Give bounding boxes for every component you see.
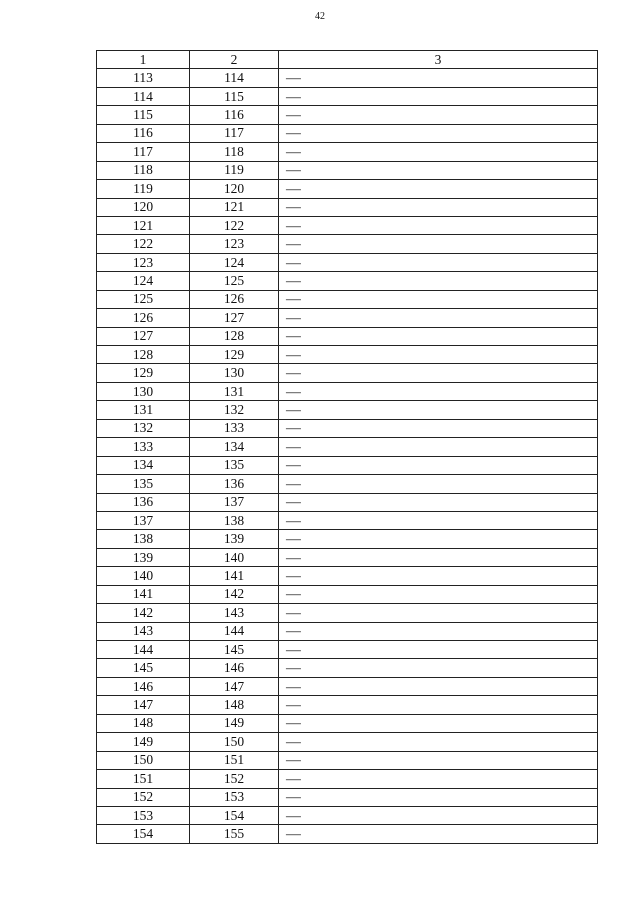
dash-mark: — bbox=[286, 826, 301, 842]
table-row bbox=[97, 69, 598, 87]
cell-col-2: 145 bbox=[190, 641, 279, 659]
cell-col-3 bbox=[279, 143, 598, 161]
cell-col-3 bbox=[279, 825, 598, 843]
cell-col-1: 135 bbox=[97, 475, 190, 493]
cell-col-2: 118 bbox=[190, 143, 279, 161]
cell-col-2: 144 bbox=[190, 622, 279, 640]
cell-col-2: 155 bbox=[190, 825, 279, 843]
cell-col-1: 129 bbox=[97, 364, 190, 382]
data-table bbox=[96, 50, 598, 844]
table-row bbox=[97, 696, 598, 714]
column-header-3: 3 bbox=[279, 51, 598, 69]
table-row bbox=[97, 327, 598, 345]
cell-col-1: 136 bbox=[97, 493, 190, 511]
cell-col-3 bbox=[279, 677, 598, 695]
table-row bbox=[97, 419, 598, 437]
cell-col-1: 113 bbox=[97, 69, 190, 87]
cell-col-1: 138 bbox=[97, 530, 190, 548]
cell-col-3 bbox=[279, 124, 598, 142]
cell-col-3 bbox=[279, 659, 598, 677]
table-row bbox=[97, 198, 598, 216]
cell-col-3 bbox=[279, 456, 598, 474]
cell-col-1: 130 bbox=[97, 382, 190, 400]
cell-col-2: 127 bbox=[190, 309, 279, 327]
dash-mark: — bbox=[286, 236, 301, 252]
cell-col-2: 124 bbox=[190, 253, 279, 271]
cell-col-1: 147 bbox=[97, 696, 190, 714]
cell-col-1: 139 bbox=[97, 548, 190, 566]
cell-col-3 bbox=[279, 530, 598, 548]
cell-col-2: 125 bbox=[190, 272, 279, 290]
table-row bbox=[97, 216, 598, 234]
table-row bbox=[97, 253, 598, 271]
cell-col-1: 143 bbox=[97, 622, 190, 640]
cell-col-1: 152 bbox=[97, 788, 190, 806]
cell-col-3 bbox=[279, 327, 598, 345]
table-row bbox=[97, 641, 598, 659]
cell-col-2: 151 bbox=[190, 751, 279, 769]
dash-mark: — bbox=[286, 807, 301, 823]
cell-col-3 bbox=[279, 364, 598, 382]
cell-col-2: 121 bbox=[190, 198, 279, 216]
table-row bbox=[97, 290, 598, 308]
cell-col-1: 127 bbox=[97, 327, 190, 345]
table-row bbox=[97, 309, 598, 327]
page-number: 42 bbox=[315, 11, 325, 22]
cell-col-1: 148 bbox=[97, 714, 190, 732]
cell-col-2: 131 bbox=[190, 382, 279, 400]
cell-col-3 bbox=[279, 69, 598, 87]
dash-mark: — bbox=[286, 567, 301, 583]
cell-col-3 bbox=[279, 733, 598, 751]
table-row bbox=[97, 364, 598, 382]
cell-col-2: 141 bbox=[190, 567, 279, 585]
dash-mark: — bbox=[286, 604, 301, 620]
cell-col-2: 123 bbox=[190, 235, 279, 253]
cell-col-1: 131 bbox=[97, 401, 190, 419]
table-row bbox=[97, 567, 598, 585]
cell-col-1: 142 bbox=[97, 604, 190, 622]
cell-col-2: 126 bbox=[190, 290, 279, 308]
dash-mark: — bbox=[286, 623, 301, 639]
table-header bbox=[97, 51, 598, 69]
dash-mark: — bbox=[286, 660, 301, 676]
table-row bbox=[97, 604, 598, 622]
table-row bbox=[97, 143, 598, 161]
cell-col-2: 152 bbox=[190, 770, 279, 788]
cell-col-1: 117 bbox=[97, 143, 190, 161]
dash-mark: — bbox=[286, 180, 301, 196]
table-body bbox=[97, 69, 598, 843]
cell-col-3 bbox=[279, 419, 598, 437]
table-row bbox=[97, 456, 598, 474]
dash-mark: — bbox=[286, 641, 301, 657]
cell-col-3 bbox=[279, 180, 598, 198]
cell-col-3 bbox=[279, 604, 598, 622]
cell-col-1: 144 bbox=[97, 641, 190, 659]
dash-mark: — bbox=[286, 512, 301, 528]
table-row bbox=[97, 548, 598, 566]
cell-col-2: 153 bbox=[190, 788, 279, 806]
cell-col-1: 146 bbox=[97, 677, 190, 695]
cell-col-2: 114 bbox=[190, 69, 279, 87]
cell-col-3 bbox=[279, 696, 598, 714]
table-row bbox=[97, 475, 598, 493]
cell-col-2: 139 bbox=[190, 530, 279, 548]
cell-col-2: 137 bbox=[190, 493, 279, 511]
dash-mark: — bbox=[286, 438, 301, 454]
cell-col-2: 116 bbox=[190, 106, 279, 124]
cell-col-1: 123 bbox=[97, 253, 190, 271]
table-row bbox=[97, 585, 598, 603]
cell-col-3 bbox=[279, 714, 598, 732]
table-row bbox=[97, 124, 598, 142]
table-row bbox=[97, 87, 598, 105]
dash-mark: — bbox=[286, 586, 301, 602]
cell-col-2: 150 bbox=[190, 733, 279, 751]
cell-col-1: 126 bbox=[97, 309, 190, 327]
cell-col-3 bbox=[279, 253, 598, 271]
table-row bbox=[97, 806, 598, 824]
dash-mark: — bbox=[286, 457, 301, 473]
cell-col-1: 115 bbox=[97, 106, 190, 124]
dash-mark: — bbox=[286, 217, 301, 233]
cell-col-3 bbox=[279, 548, 598, 566]
dash-mark: — bbox=[286, 678, 301, 694]
cell-col-1: 116 bbox=[97, 124, 190, 142]
dash-mark: — bbox=[286, 365, 301, 381]
cell-col-3 bbox=[279, 641, 598, 659]
cell-col-1: 122 bbox=[97, 235, 190, 253]
dash-mark: — bbox=[286, 715, 301, 731]
cell-col-2: 122 bbox=[190, 216, 279, 234]
table-row bbox=[97, 382, 598, 400]
table-row bbox=[97, 677, 598, 695]
table-row bbox=[97, 493, 598, 511]
cell-col-2: 117 bbox=[190, 124, 279, 142]
cell-col-1: 134 bbox=[97, 456, 190, 474]
cell-col-3 bbox=[279, 216, 598, 234]
cell-col-2: 134 bbox=[190, 438, 279, 456]
table-row bbox=[97, 106, 598, 124]
cell-col-1: 145 bbox=[97, 659, 190, 677]
table-row bbox=[97, 272, 598, 290]
cell-col-3 bbox=[279, 806, 598, 824]
cell-col-1: 119 bbox=[97, 180, 190, 198]
dash-mark: — bbox=[286, 752, 301, 768]
cell-col-3 bbox=[279, 438, 598, 456]
table-row bbox=[97, 161, 598, 179]
cell-col-3 bbox=[279, 290, 598, 308]
cell-col-1: 149 bbox=[97, 733, 190, 751]
dash-mark: — bbox=[286, 770, 301, 786]
cell-col-1: 140 bbox=[97, 567, 190, 585]
table-row bbox=[97, 622, 598, 640]
dash-mark: — bbox=[286, 402, 301, 418]
cell-col-1: 121 bbox=[97, 216, 190, 234]
dash-mark: — bbox=[286, 733, 301, 749]
cell-col-1: 124 bbox=[97, 272, 190, 290]
cell-col-3 bbox=[279, 401, 598, 419]
table-row bbox=[97, 530, 598, 548]
dash-mark: — bbox=[286, 494, 301, 510]
cell-col-3 bbox=[279, 382, 598, 400]
dash-mark: — bbox=[286, 309, 301, 325]
dash-mark: — bbox=[286, 125, 301, 141]
cell-col-3 bbox=[279, 770, 598, 788]
dash-mark: — bbox=[286, 199, 301, 215]
cell-col-3 bbox=[279, 567, 598, 585]
dash-mark: — bbox=[286, 328, 301, 344]
cell-col-1: 120 bbox=[97, 198, 190, 216]
table-row bbox=[97, 511, 598, 529]
dash-mark: — bbox=[286, 272, 301, 288]
cell-col-3 bbox=[279, 235, 598, 253]
dash-mark: — bbox=[286, 789, 301, 805]
cell-col-2: 128 bbox=[190, 327, 279, 345]
cell-col-2: 143 bbox=[190, 604, 279, 622]
dash-mark: — bbox=[286, 107, 301, 123]
table-row bbox=[97, 733, 598, 751]
table-row bbox=[97, 751, 598, 769]
cell-col-2: 136 bbox=[190, 475, 279, 493]
cell-col-3 bbox=[279, 788, 598, 806]
cell-col-1: 150 bbox=[97, 751, 190, 769]
table-row bbox=[97, 401, 598, 419]
cell-col-1: 137 bbox=[97, 511, 190, 529]
table-row bbox=[97, 346, 598, 364]
cell-col-1: 118 bbox=[97, 161, 190, 179]
cell-col-2: 146 bbox=[190, 659, 279, 677]
dash-mark: — bbox=[286, 254, 301, 270]
cell-col-1: 141 bbox=[97, 585, 190, 603]
cell-col-2: 154 bbox=[190, 806, 279, 824]
header-row bbox=[97, 51, 598, 69]
cell-col-3 bbox=[279, 87, 598, 105]
cell-col-3 bbox=[279, 493, 598, 511]
dash-mark: — bbox=[286, 70, 301, 86]
dash-mark: — bbox=[286, 475, 301, 491]
cell-col-1: 125 bbox=[97, 290, 190, 308]
cell-col-3 bbox=[279, 346, 598, 364]
dash-mark: — bbox=[286, 697, 301, 713]
cell-col-2: 140 bbox=[190, 548, 279, 566]
cell-col-2: 119 bbox=[190, 161, 279, 179]
cell-col-3 bbox=[279, 622, 598, 640]
cell-col-1: 154 bbox=[97, 825, 190, 843]
cell-col-1: 153 bbox=[97, 806, 190, 824]
cell-col-2: 120 bbox=[190, 180, 279, 198]
cell-col-2: 147 bbox=[190, 677, 279, 695]
dash-mark: — bbox=[286, 162, 301, 178]
table-row bbox=[97, 788, 598, 806]
table-row bbox=[97, 235, 598, 253]
dash-mark: — bbox=[286, 346, 301, 362]
column-header-1: 1 bbox=[97, 51, 190, 69]
cell-col-1: 133 bbox=[97, 438, 190, 456]
table-row bbox=[97, 714, 598, 732]
cell-col-3 bbox=[279, 475, 598, 493]
table-row bbox=[97, 180, 598, 198]
dash-mark: — bbox=[286, 531, 301, 547]
dash-mark: — bbox=[286, 143, 301, 159]
cell-col-2: 149 bbox=[190, 714, 279, 732]
table-row bbox=[97, 770, 598, 788]
cell-col-3 bbox=[279, 309, 598, 327]
cell-col-3 bbox=[279, 585, 598, 603]
dash-mark: — bbox=[286, 88, 301, 104]
cell-col-2: 130 bbox=[190, 364, 279, 382]
table-row bbox=[97, 659, 598, 677]
cell-col-1: 114 bbox=[97, 87, 190, 105]
cell-col-3 bbox=[279, 751, 598, 769]
cell-col-3 bbox=[279, 161, 598, 179]
column-header-2: 2 bbox=[190, 51, 279, 69]
table-row bbox=[97, 825, 598, 843]
cell-col-2: 138 bbox=[190, 511, 279, 529]
cell-col-2: 129 bbox=[190, 346, 279, 364]
table-row bbox=[97, 438, 598, 456]
cell-col-1: 132 bbox=[97, 419, 190, 437]
dash-mark: — bbox=[286, 291, 301, 307]
cell-col-3 bbox=[279, 511, 598, 529]
dash-mark: — bbox=[286, 549, 301, 565]
cell-col-2: 115 bbox=[190, 87, 279, 105]
dash-mark: — bbox=[286, 383, 301, 399]
cell-col-2: 133 bbox=[190, 419, 279, 437]
cell-col-2: 132 bbox=[190, 401, 279, 419]
cell-col-2: 148 bbox=[190, 696, 279, 714]
cell-col-1: 151 bbox=[97, 770, 190, 788]
cell-col-2: 135 bbox=[190, 456, 279, 474]
cell-col-3 bbox=[279, 106, 598, 124]
cell-col-3 bbox=[279, 272, 598, 290]
cell-col-2: 142 bbox=[190, 585, 279, 603]
cell-col-3 bbox=[279, 198, 598, 216]
cell-col-1: 128 bbox=[97, 346, 190, 364]
dash-mark: — bbox=[286, 420, 301, 436]
